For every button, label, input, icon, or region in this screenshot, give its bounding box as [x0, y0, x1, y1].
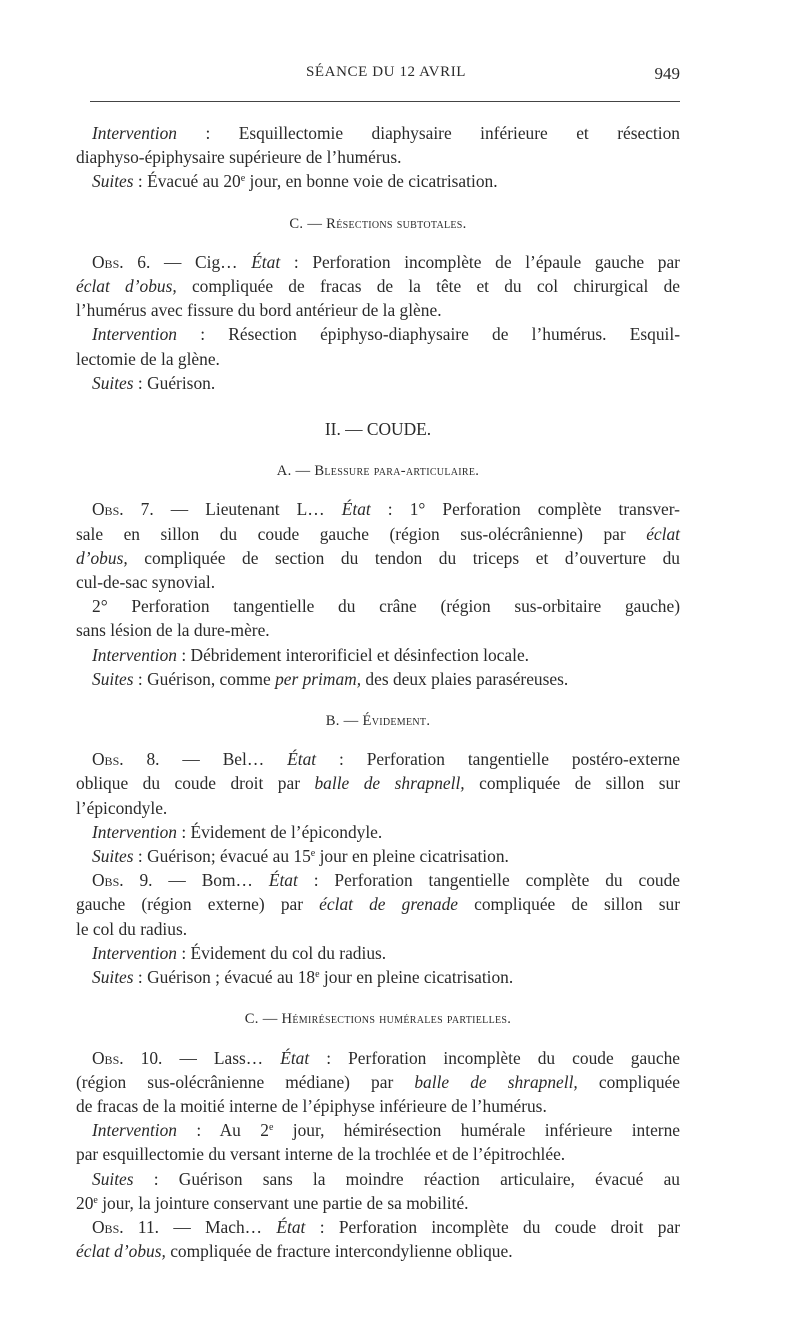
text-line [76, 347, 680, 371]
text-line [76, 1118, 680, 1142]
section-heading [76, 459, 680, 483]
text-line [76, 868, 680, 892]
text-line [76, 298, 680, 322]
text-run: C. — [289, 215, 327, 232]
italic-text: balle de shrapnell, [314, 773, 465, 794]
text-run: . 8. — Bel… [119, 749, 288, 770]
text-run: compliquée [577, 1071, 680, 1092]
text-run: : Résection épiphyso-diaphysaire de l’humérus. Esquil- [177, 324, 680, 345]
italic-text: État [280, 1047, 310, 1068]
text-run: : Perforation incomplète de l’épaule gauche par [280, 251, 680, 272]
text-line [76, 771, 680, 795]
italic-text: éclat d’obus, [76, 1241, 166, 1262]
small-caps-text: Obs [92, 499, 120, 520]
italic-text: Intervention [92, 123, 177, 143]
text-line [76, 1094, 680, 1118]
text-run: compliquée de fracture intercondylienne oblique. [165, 1241, 513, 1262]
text-line [76, 820, 680, 844]
superscript: e [240, 173, 246, 185]
italic-text: État [287, 749, 317, 770]
text-run: 20 [76, 1192, 94, 1213]
text-run: le col du radius. [76, 918, 188, 939]
text-line [76, 844, 680, 868]
text-line [76, 796, 680, 820]
small-caps-text: Obs [92, 749, 120, 770]
text-line [76, 643, 680, 667]
text-run: jour, la jointure conservant une partie de sa mobilité. [97, 1192, 469, 1213]
text-line [76, 667, 680, 691]
text-line [76, 497, 680, 521]
superscript: e [310, 848, 316, 860]
italic-text: Suites [92, 846, 134, 867]
text-run: : Guérison ; évacué au 18 [133, 967, 316, 988]
text-run: A. — [276, 463, 315, 480]
text-line [76, 1191, 680, 1215]
small-caps-text: Évidement. [362, 713, 431, 730]
italic-text: Suites [92, 1168, 134, 1189]
text-line [76, 618, 680, 642]
text-run: : Évidement du col du radius. [177, 942, 387, 963]
text-line [76, 892, 680, 916]
text-line [76, 121, 680, 145]
italic-text: éclat de grenade [319, 894, 458, 915]
text-line [76, 1167, 680, 1191]
small-caps-text: Obs [92, 870, 120, 891]
text-run: cul-de-sac synovial. [76, 572, 216, 593]
text-run: jour, hémirésection humérale inférieure interne [273, 1120, 680, 1141]
text-line [76, 145, 680, 169]
text-line [76, 250, 680, 274]
italic-text: Suites [92, 171, 134, 192]
text-run: B. — [325, 713, 363, 730]
text-run: compliquée de section du tendon du triceps et d’ouverture du [127, 547, 680, 568]
text-run: compliquée de fracas de la tête et du col chirurgical de [176, 276, 680, 297]
italic-text: d’obus, [76, 547, 128, 568]
text-line [76, 522, 680, 546]
text-run: . 11. — Mach… [119, 1216, 277, 1237]
text-run: l’humérus avec fissure du bord antérieur de la glène. [76, 300, 442, 321]
section-heading [76, 709, 680, 733]
superscript: e [93, 1194, 98, 1206]
italic-text: balle de shrapnell, [414, 1071, 578, 1092]
text-line [76, 570, 680, 594]
italic-text: per primam, [275, 668, 362, 689]
text-line [76, 941, 680, 965]
text-run: : Perforation tangentielle postéro-externe [316, 749, 680, 770]
text-run: jour en pleine cicatrisation. [319, 967, 514, 988]
small-caps-text: Obs [92, 1216, 120, 1237]
text-line [76, 169, 680, 193]
running-title: SÉANCE DU 12 AVRIL [305, 64, 467, 80]
text-run: : Perforation incomplète du coude droit par [305, 1216, 680, 1237]
text-run: (région sus-olécrânienne médiane) par [76, 1071, 415, 1092]
text-line [76, 747, 680, 771]
text-run: : Perforation incomplète du coude gauche [309, 1047, 681, 1068]
small-caps-text: Obs [92, 1047, 120, 1068]
italic-text: Suites [92, 967, 134, 988]
italic-text: État [251, 251, 281, 272]
italic-text: éclat [646, 523, 680, 544]
text-line [76, 274, 680, 298]
page-body [76, 121, 680, 1263]
text-run: compliquée de sillon sur [458, 894, 680, 915]
italic-text: éclat d’obus, [76, 276, 177, 297]
italic-text: Intervention [92, 942, 177, 963]
text-line [76, 1142, 680, 1166]
italic-text: Intervention [92, 324, 177, 345]
text-run: C. — [244, 1011, 282, 1028]
text-run: l’épicondyle. [76, 797, 168, 818]
italic-text: État [341, 499, 371, 520]
text-line [76, 546, 680, 570]
text-line [76, 594, 680, 618]
text-line [76, 1215, 680, 1239]
section-heading [76, 417, 680, 441]
text-line [76, 1070, 680, 1094]
italic-text: État [268, 870, 298, 891]
superscript: e [315, 969, 320, 981]
text-run: gauche (région externe) par [76, 894, 320, 915]
text-run: : Guérison. [133, 372, 216, 393]
text-line [76, 371, 680, 395]
text-run: jour en pleine cicatrisation. [315, 846, 509, 867]
text-run: sans lésion de la dure-mère. [76, 620, 270, 641]
text-run: des deux plaies paraséreuses. [361, 668, 569, 689]
text-run: . 6. — Cig… [119, 251, 252, 272]
text-run: : Guérison sans la moindre réaction articulaire, évacué au [133, 1168, 680, 1189]
text-run: . 7. — Lieutenant L… [119, 499, 342, 520]
text-line [76, 1239, 680, 1263]
running-header [92, 64, 680, 88]
small-caps-text: Hémirésections humérales partielles. [281, 1011, 512, 1028]
small-caps-text: Résections subtotales. [326, 215, 467, 232]
italic-text: Intervention [92, 821, 177, 842]
text-run: II. — COUDE. [324, 419, 432, 440]
page-number: 949 [654, 64, 680, 83]
text-run: jour, en bonne voie de cicatrisation. [245, 171, 498, 192]
text-run: : Esquillectomie diaphysaire inférieure et résection [177, 123, 680, 143]
text-run: sale en sillon du coude gauche (région sus-olécrânienne) par [76, 523, 647, 544]
text-run: lectomie de la glène. [76, 348, 220, 369]
italic-text: Intervention [92, 1120, 177, 1141]
text-run: : Évacué au 20 [133, 171, 241, 192]
text-run: de fracas de la moitié interne de l’épiphyse inférieure de l’humérus. [76, 1095, 547, 1116]
text-run: oblique du coude droit par [76, 773, 315, 794]
text-run: diaphyso-épiphysaire supérieure de l’humérus. [76, 147, 402, 168]
italic-text: Suites [92, 372, 134, 393]
text-run: . 9. — Bom… [119, 870, 269, 891]
text-run: : Perforation tangentielle complète du coude [297, 870, 681, 891]
text-run: . 10. — Lass… [119, 1047, 281, 1068]
italic-text: État [276, 1216, 306, 1237]
text-line [76, 1046, 680, 1070]
text-line [76, 965, 680, 989]
text-run: : Au 2 [177, 1120, 269, 1141]
text-run: : Évidement de l’épicondyle. [177, 821, 383, 842]
text-run: : 1° Perforation complète transver- [370, 499, 680, 520]
section-heading [76, 212, 680, 236]
text-run: : Guérison, comme [133, 668, 276, 689]
small-caps-text: Obs [92, 251, 120, 272]
text-line [76, 322, 680, 346]
text-line [76, 917, 680, 941]
text-run: compliquée de sillon sur [464, 773, 681, 794]
italic-text: Suites [92, 668, 134, 689]
text-run: par esquillectomie du versant interne de la trochlée et de l’épitrochlée. [76, 1144, 566, 1165]
small-caps-text: Blessure para-articulaire. [314, 463, 480, 480]
section-heading [76, 1007, 680, 1031]
text-run: 2° Perforation tangentielle du crâne (région sus-orbitaire gauche) [92, 596, 680, 617]
text-run: : Débridement interorificiel et désinfection locale. [177, 644, 530, 665]
text-run: : Guérison; évacué au 15 [133, 846, 311, 867]
header-rule [90, 101, 680, 102]
superscript: e [268, 1122, 274, 1134]
italic-text: Intervention [92, 644, 177, 665]
